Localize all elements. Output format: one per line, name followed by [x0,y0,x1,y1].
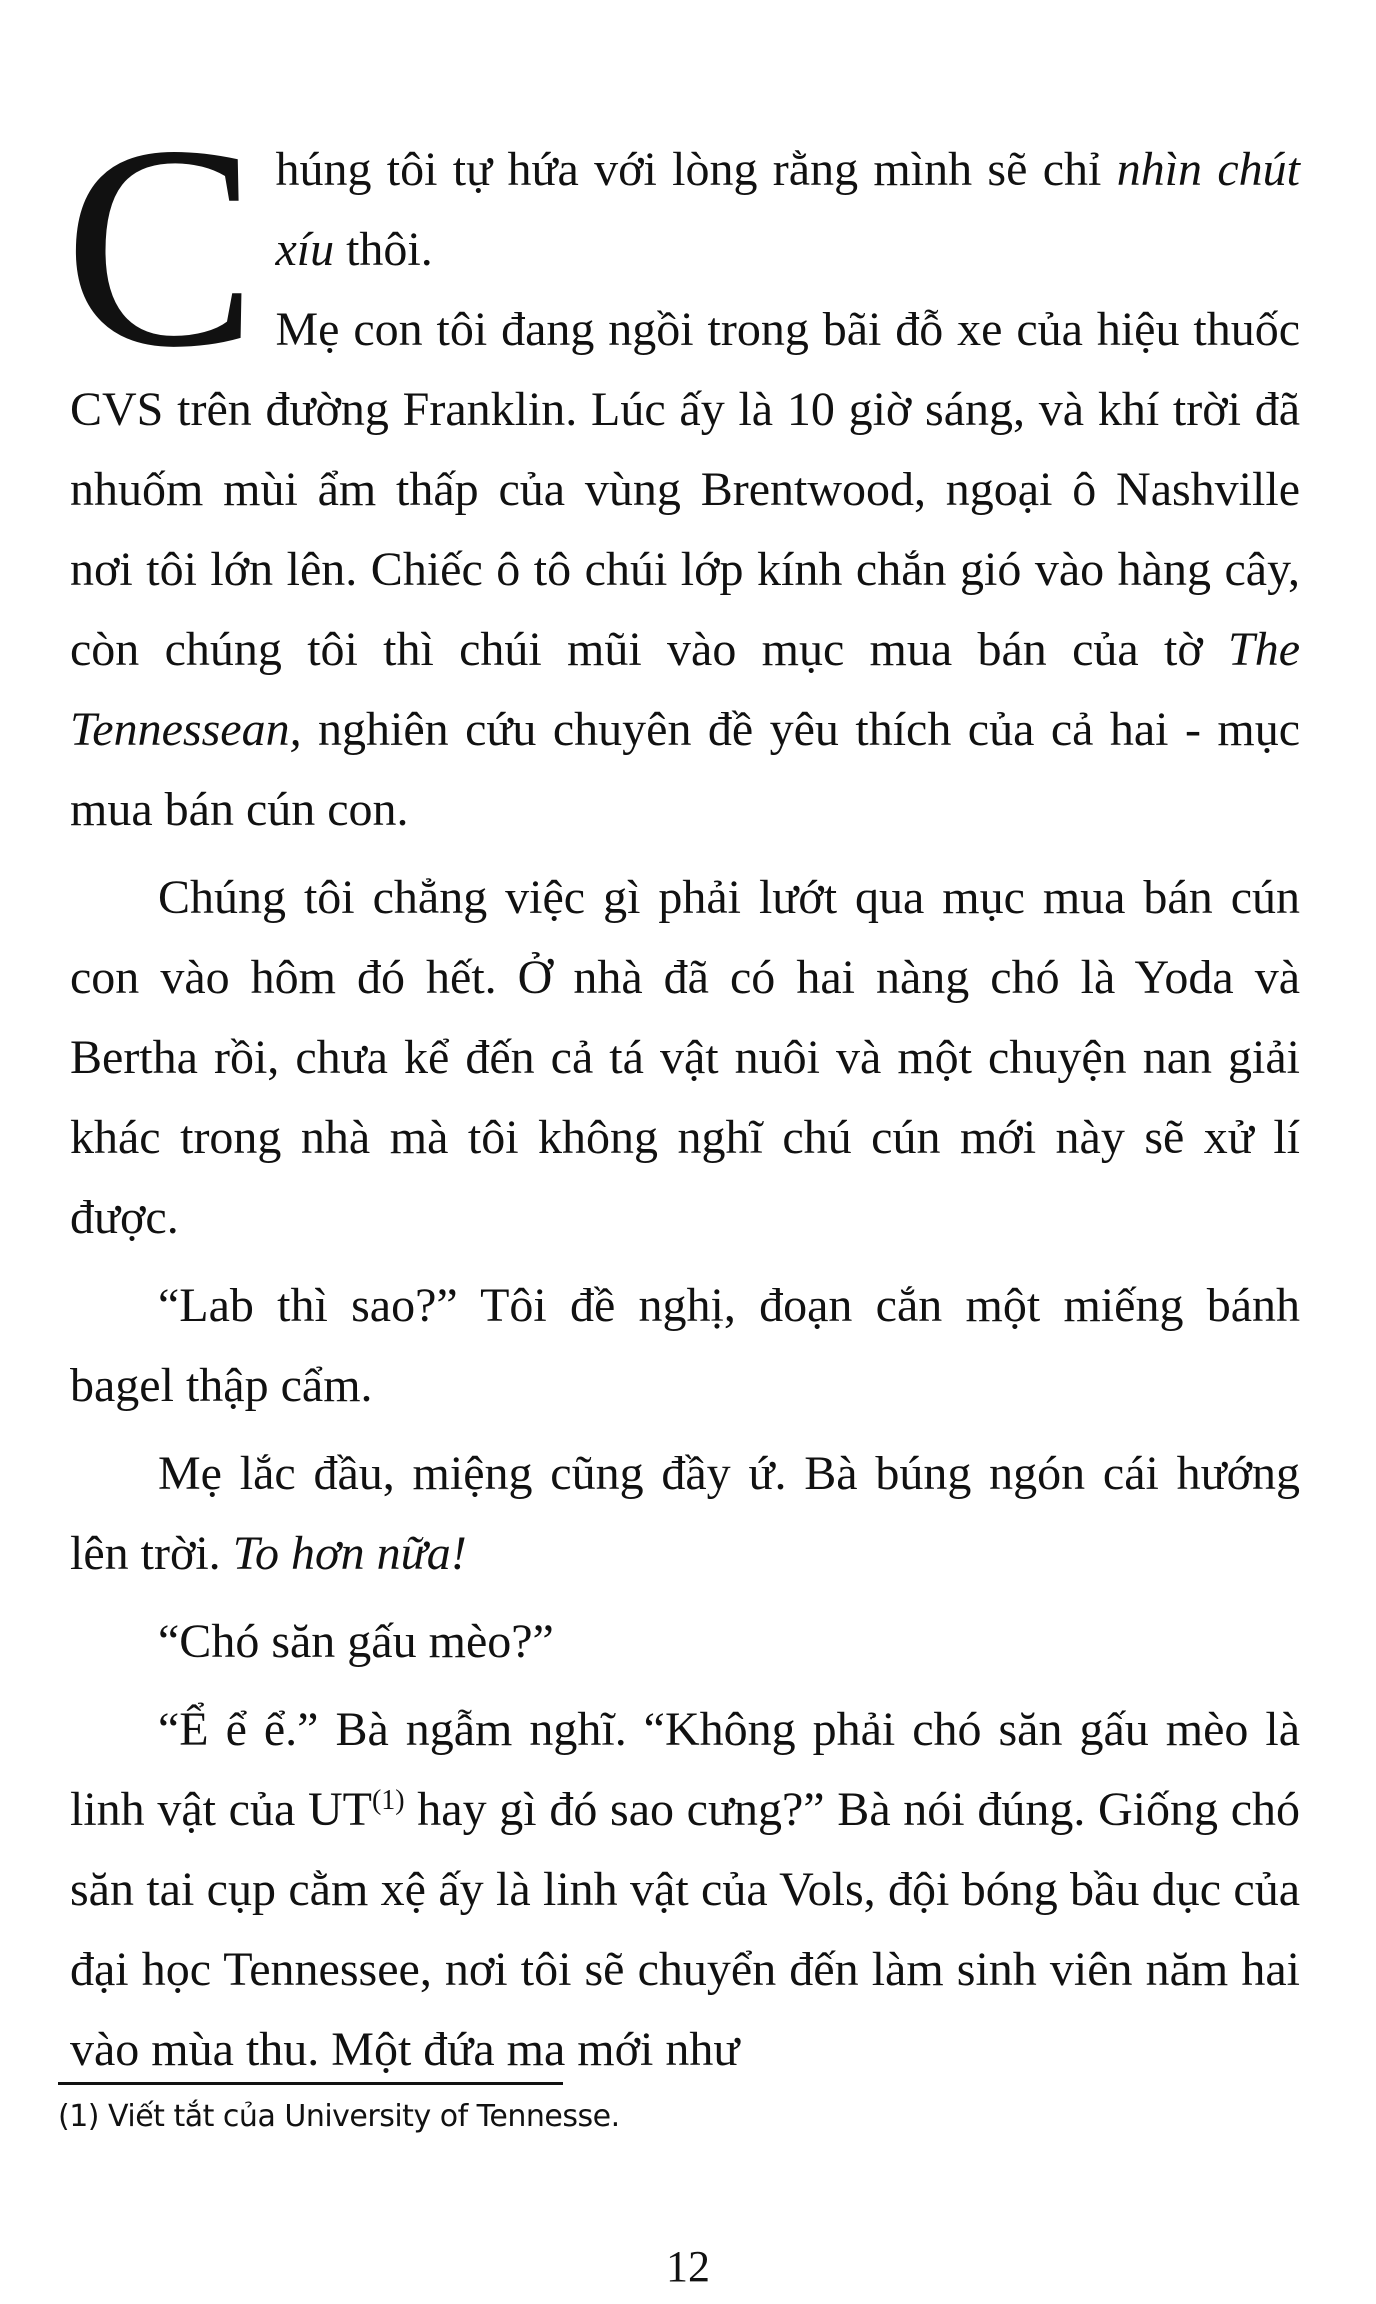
paragraph-5 [70,1434,1300,1594]
italic-text: The Tennessean, [70,623,1300,756]
text-run: “Lab thì sao?” Tôi đề nghị, đoạn cắn một miếng bánh bagel thập cẩm. [70,1279,1300,1412]
text-run: nghiên cứu chuyên đề yêu thích của cả hai - mục mua bán cún con. [70,703,1300,836]
paragraph-3 [70,858,1300,1258]
page-number: 12 [666,2242,710,2291]
paragraph-7 [70,1690,1300,2090]
drop-cap: C [64,86,258,407]
text-run: Mẹ lắc đầu, miệng cũng đầy ứ. Bà búng ngón cái hướng lên trời. [70,1447,1300,1580]
paragraph-5-text [70,1447,1300,1580]
paragraph-1-text [275,143,1300,276]
text-run: húng tôi tự hứa với lòng rằng mình sẽ chỉ [275,143,1117,196]
footnote-marker: (1) [371,1785,405,1816]
body-text [64,86,1301,2098]
footnote: (1) Viết tắt của University of Tennesse. [58,2099,620,2134]
paragraph-6-text [158,1615,554,1668]
italic-text: To hơn nữa! [232,1527,467,1580]
text-run: thôi. [334,223,433,276]
paragraph-2-text [70,303,1300,836]
paragraph-2 [70,290,1300,850]
text-run: “Ể ể ể.” Bà ngẫm nghĩ. “Không phải chó săn gấu mèo là linh vật của UT [70,1703,1300,1836]
text-run: “Chó săn gấu mèo?” [158,1615,554,1668]
paragraph-1 [64,86,1301,407]
italic-text: nhìn chút xíu [275,143,1301,276]
paragraph-7-text [70,1703,1300,2076]
text-run: Mẹ con tôi đang ngồi trong bãi đỗ xe của hiệu thuốc CVS trên đường Franklin. Lúc ấy là 10 giờ sáng, và khí trời đã nhuốm mùi ẩm thấp của vùng Brentwood, ngoại ô Nashville nơi tôi lớn lên. Chiếc ô tô chúi lớp kính chắn gió vào hàng cây, còn chúng tôi thì chúi mũi vào mục mua bán của tờ [70,303,1300,676]
paragraph-3-text [70,871,1300,1244]
paragraph-4 [70,1266,1300,1426]
footnote-divider [58,2082,563,2085]
text-run: hay gì đó sao cưng?” Bà nói đúng. Giống chó săn tai cụp cằm xệ ấy là linh vật của Vols, đội bóng bầu dục của đại học Tennessee, nơi tôi sẽ chuyển đến làm sinh viên năm hai vào mùa thu. Một đứa ma mới như [70,1783,1301,2076]
paragraph-4-text [70,1279,1300,1412]
text-run: Chúng tôi chẳng việc gì phải lướt qua mục mua bán cún con vào hôm đó hết. Ở nhà đã có hai nàng chó là Yoda và Bertha rồi, chưa kể đến cả tá vật nuôi và một chuyện nan giải khác trong nhà mà tôi không nghĩ chú cún mới này sẽ xử lí được. [70,871,1300,1244]
paragraph-6 [70,1602,1300,1682]
